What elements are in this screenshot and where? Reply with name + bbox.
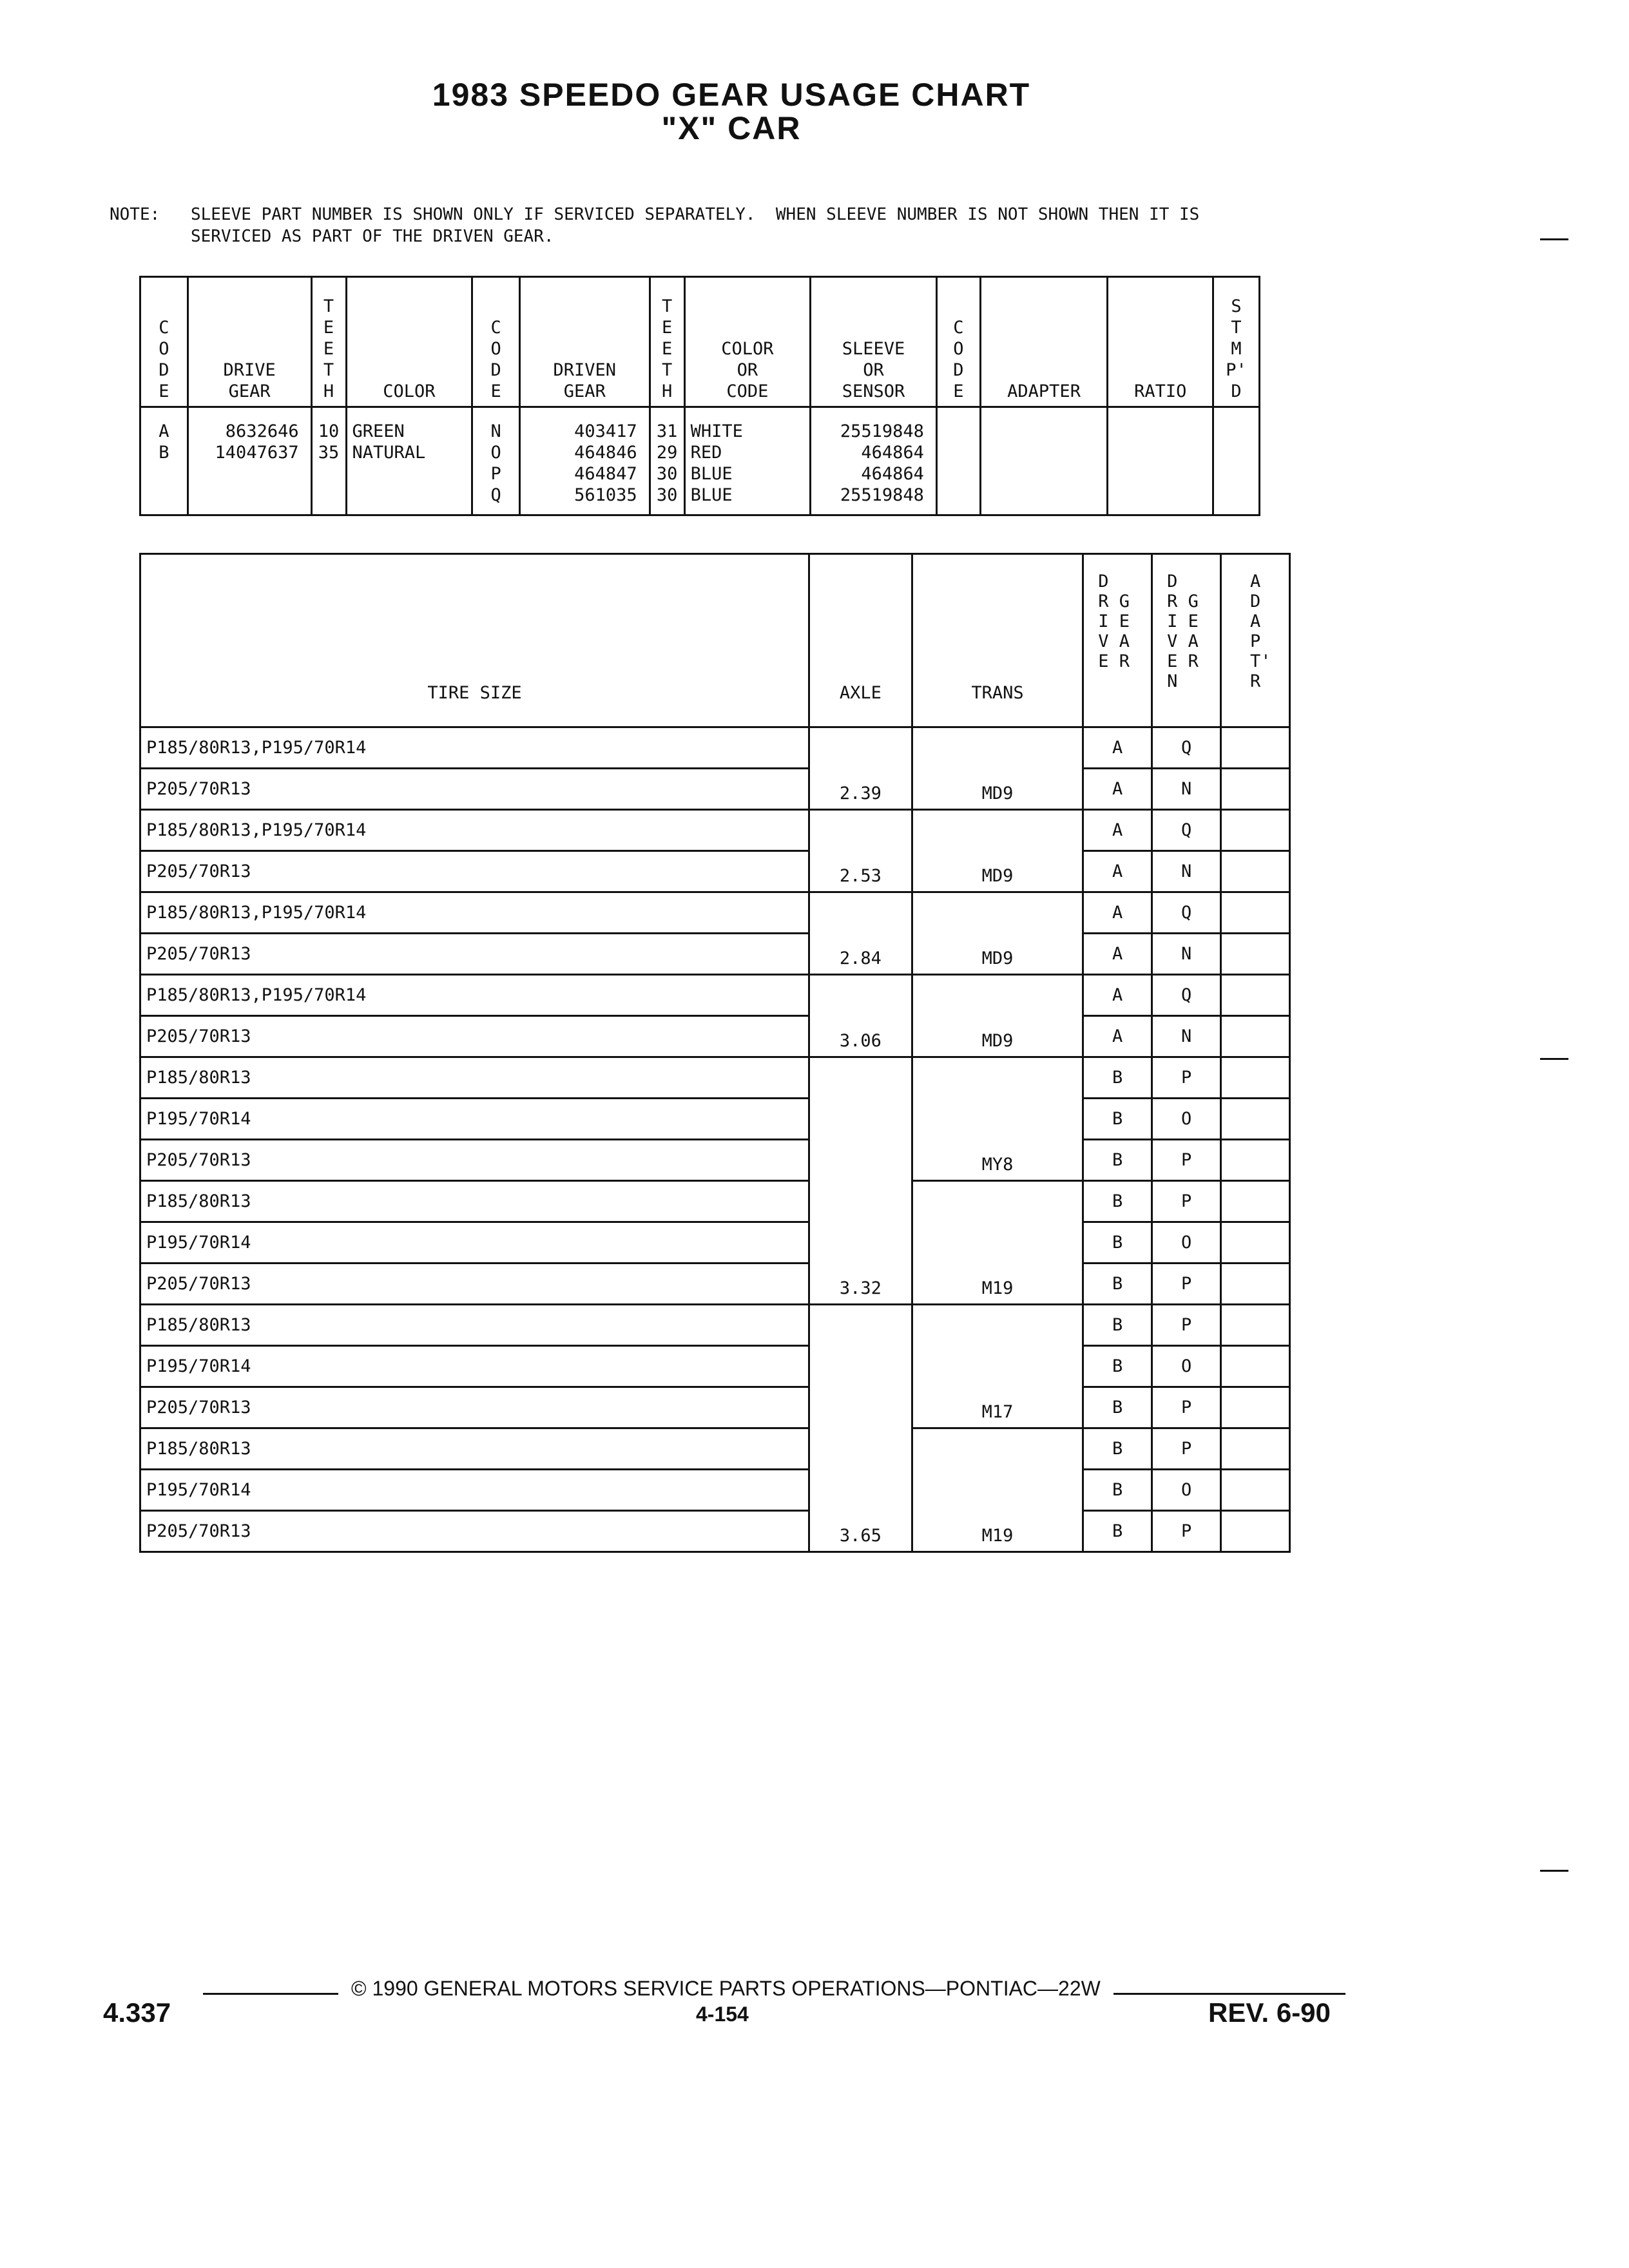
tire-size-cell: P205/70R13 [140,1264,809,1305]
header-teeth-1: T E E T H [311,277,346,407]
empty-code-cell [936,407,980,515]
header-adaptr: A D A P T' R [1221,554,1290,727]
tire-size-cell: P185/80R13,P195/70R14 [140,727,809,769]
header-trans: TRANS [912,554,1083,727]
header-color: COLOR [346,277,472,407]
empty-ratio-cell [1108,407,1213,515]
adapter-cell [1221,769,1290,810]
axle-cell: 3.32 [809,1057,912,1305]
header-code-2: C O D E [472,277,520,407]
adapter-cell [1221,1140,1290,1181]
tire-size-cell: P195/70R14 [140,1470,809,1511]
drive-gear-cell: B [1083,1140,1152,1181]
drive-gear-cell: B [1083,1057,1152,1099]
tire-size-cell: P205/70R13 [140,769,809,810]
adapter-cell [1221,892,1290,934]
drive-gear-cell: B [1083,1346,1152,1387]
driven-gear-cell: Q [1152,975,1221,1016]
drive-gear-cell: A [1083,1016,1152,1057]
tire-size-cell: P205/70R13 [140,1140,809,1181]
axle-cell: 2.84 [809,892,912,975]
driven-gear-cell: P [1152,1305,1221,1346]
tire-size-cell: P185/80R13 [140,1181,809,1222]
driven-gear-cell: O [1152,1099,1221,1140]
tire-size-cell: P195/70R14 [140,1346,809,1387]
header-driven-gear-code: D R G I E V A E R N [1152,554,1221,727]
tire-size-cell: P185/80R13 [140,1428,809,1470]
tire-size-cell: P185/80R13 [140,1057,809,1099]
axle-cell: 2.39 [809,727,912,810]
adapter-cell [1221,1222,1290,1264]
footer-rule-right [1113,1993,1345,1995]
adapter-cell [1221,1264,1290,1305]
usage-table [139,553,1291,1553]
drive-gear-cell: B [1083,1470,1152,1511]
tire-size-cell: P205/70R13 [140,1387,809,1428]
drive-gear-cell: A [1083,810,1152,851]
driven-gear-cell: P [1152,1511,1221,1552]
tire-size-cell: P195/70R14 [140,1099,809,1140]
header-sleeve: SLEEVE OR SENSOR [811,277,937,407]
driven-gear-cell: P [1152,1264,1221,1305]
drive-gear-cell: B [1083,1099,1152,1140]
header-axle: AXLE [809,554,912,727]
drive-gear-cell: A [1083,727,1152,769]
trans-cell: M17 [912,1305,1083,1428]
trans-cell: M19 [912,1428,1083,1552]
empty-stmpd-cell [1213,407,1260,515]
header-tire-size: TIRE SIZE [140,554,809,727]
gear-table [139,276,1260,516]
driven-gear-cell: O [1152,1346,1221,1387]
drive-gear-cell: A [1083,975,1152,1016]
driven-gear-cell: Q [1152,727,1221,769]
drive-gear-cell: B [1083,1222,1152,1264]
footer-copyright: © 1990 GENERAL MOTORS SERVICE PARTS OPERATIONS—PONTIAC—22W [351,1977,1101,2000]
footer-page-center: 4-154 [696,2003,749,2026]
adapter-cell [1221,1016,1290,1057]
adapter-cell [1221,1387,1290,1428]
header-code-3: C O D E [936,277,980,407]
drive-gear-cell: B [1083,1305,1152,1346]
adapter-cell [1221,1428,1290,1470]
page-title: 1983 SPEEDO GEAR USAGE CHART [432,77,1031,113]
drive-gear-cell: A [1083,769,1152,810]
header-color-code: COLOR OR CODE [684,277,811,407]
drive-gear-cell: B [1083,1511,1152,1552]
driven-gear-cell: P [1152,1428,1221,1470]
adapter-cell [1221,810,1290,851]
note-label: NOTE: [110,205,160,224]
drive-gear-cell: A [1083,892,1152,934]
drive-gears: 8632646 14047637 [188,407,311,515]
drive-gear-cell: B [1083,1264,1152,1305]
header-driven-gear: DRIVEN GEAR [519,277,650,407]
adapter-cell [1221,975,1290,1016]
driven-gear-cell: N [1152,1016,1221,1057]
trans-cell: MD9 [912,892,1083,975]
driven-gear-cell: N [1152,934,1221,975]
adapter-cell [1221,1305,1290,1346]
header-drive-gear: DRIVE GEAR [188,277,311,407]
header-ratio: RATIO [1108,277,1213,407]
page-subtitle: "X" CAR [661,110,802,146]
tire-size-cell: P195/70R14 [140,1222,809,1264]
tire-size-cell: P185/80R13 [140,1305,809,1346]
driven-colors: WHITE RED BLUE BLUE [684,407,811,515]
tire-size-cell: P185/80R13,P195/70R14 [140,975,809,1016]
axle-cell: 3.65 [809,1305,912,1552]
driven-gear-cell: O [1152,1222,1221,1264]
trans-cell: MD9 [912,975,1083,1057]
driven-gear-cell: P [1152,1140,1221,1181]
driven-gear-cell: N [1152,851,1221,892]
tire-size-cell: P205/70R13 [140,1511,809,1552]
tire-size-cell: P205/70R13 [140,851,809,892]
margin-tick [1540,1870,1568,1872]
tire-size-cell: P205/70R13 [140,1016,809,1057]
footer-page-left: 4.337 [103,1997,171,2028]
trans-cell: MD9 [912,810,1083,892]
tire-size-cell: P205/70R13 [140,934,809,975]
driven-gear-cell: N [1152,769,1221,810]
header-stmpd: S T M P' D [1213,277,1260,407]
header-code-1: C O D E [140,277,188,407]
adapter-cell [1221,1057,1290,1099]
footer-rule-left [203,1993,338,1995]
empty-adapter-cell [980,407,1108,515]
drive-gear-cell: B [1083,1428,1152,1470]
driven-gear-cell: Q [1152,892,1221,934]
axle-cell: 2.53 [809,810,912,892]
axle-cell: 3.06 [809,975,912,1057]
trans-cell: M19 [912,1181,1083,1305]
drive-gear-cell: B [1083,1387,1152,1428]
note-line-2: SERVICED AS PART OF THE DRIVEN GEAR. [191,227,554,246]
adapter-cell [1221,1099,1290,1140]
drive-teeth: 10 35 [311,407,346,515]
drive-gear-cell: A [1083,851,1152,892]
header-teeth-2: T E E T H [650,277,684,407]
driven-sleeves: 25519848 464864 464864 25519848 [811,407,937,515]
driven-gear-cell: O [1152,1470,1221,1511]
drive-colors: GREEN NATURAL [346,407,472,515]
adapter-cell [1221,851,1290,892]
trans-cell: MD9 [912,727,1083,810]
header-drive-gear-code: D R G I E V A E R [1083,554,1152,727]
margin-tick [1540,1058,1568,1060]
driven-codes: N O P Q [472,407,520,515]
adapter-cell [1221,727,1290,769]
adapter-cell [1221,1346,1290,1387]
margin-tick [1540,238,1568,240]
note-line-1: SLEEVE PART NUMBER IS SHOWN ONLY IF SERVICED SEPARATELY. WHEN SLEEVE NUMBER IS NOT SHOWN THEN IT IS [191,205,1200,224]
adapter-cell [1221,1470,1290,1511]
adapter-cell [1221,1181,1290,1222]
footer-revision: REV. 6-90 [1208,1997,1331,2028]
driven-gears: 403417 464846 464847 561035 [519,407,650,515]
tire-size-cell: P185/80R13,P195/70R14 [140,810,809,851]
trans-cell: MY8 [912,1057,1083,1181]
drive-gear-cell: B [1083,1181,1152,1222]
drive-gear-cell: A [1083,934,1152,975]
driven-gear-cell: P [1152,1387,1221,1428]
drive-codes: A B [140,407,188,515]
adapter-cell [1221,934,1290,975]
driven-gear-cell: P [1152,1181,1221,1222]
header-adapter: ADAPTER [980,277,1108,407]
tire-size-cell: P185/80R13,P195/70R14 [140,892,809,934]
driven-gear-cell: P [1152,1057,1221,1099]
driven-gear-cell: Q [1152,810,1221,851]
driven-teeth: 31 29 30 30 [650,407,684,515]
adapter-cell [1221,1511,1290,1552]
